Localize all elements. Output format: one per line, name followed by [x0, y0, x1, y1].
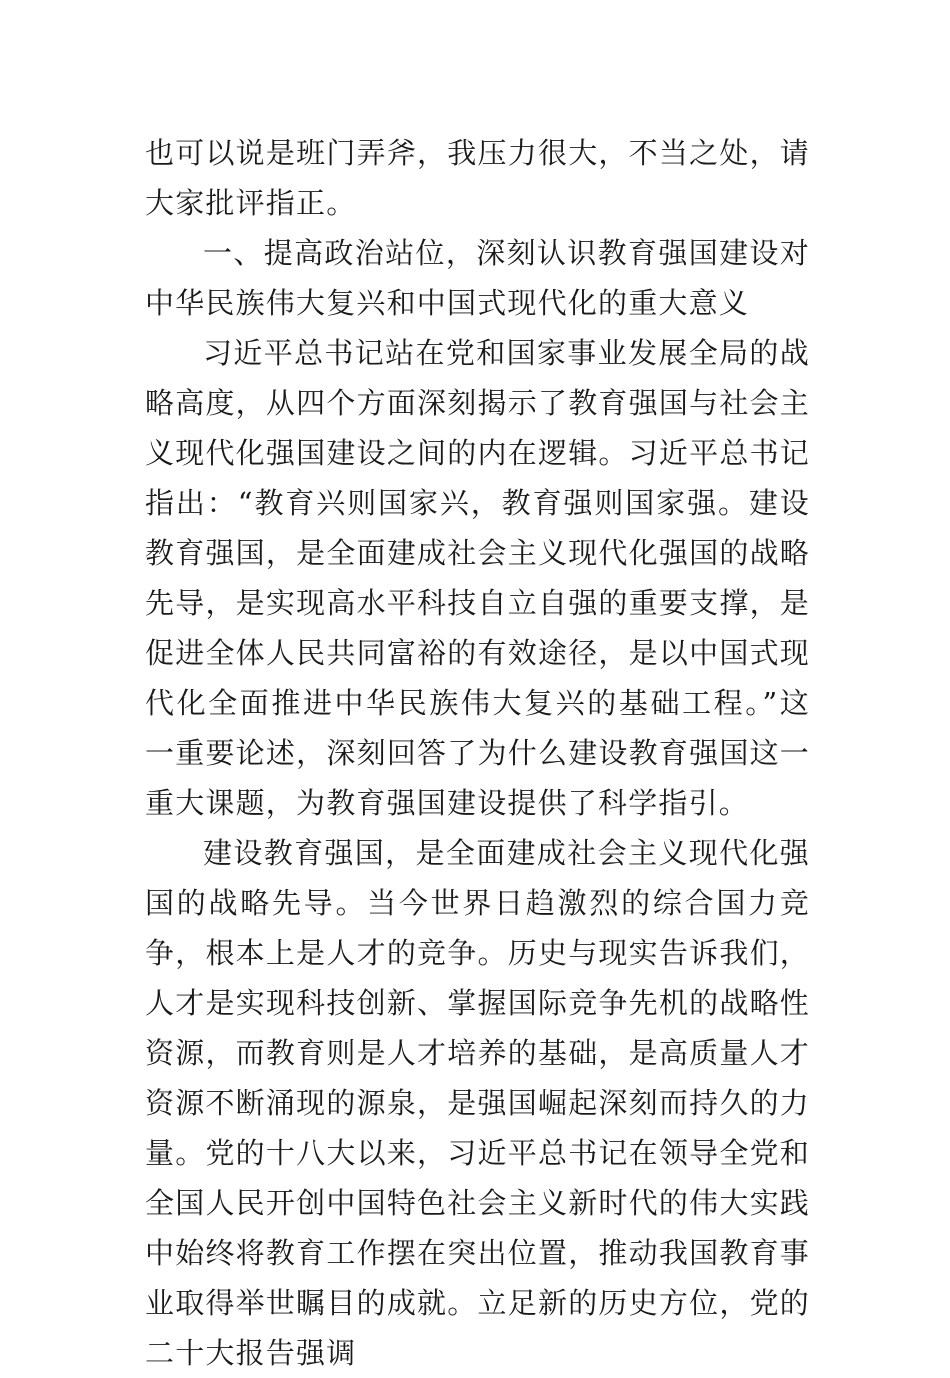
body-text — [145, 128, 810, 1378]
paragraph: 习近平总书记站在党和国家事业发展全局的战略高度，从四个方面深刻揭示了教育强国与社会主义现代化强国建设之间的内在逻辑。习近平总书记指出：“教育兴则国家兴，教育强则国家强。建设教育强国，是全面建成社会主义现代化强国的战略先导，是实现高水平科技自立自强的重要支撑，是促进全体人民共同富裕的有效途径，是以中国式现代化全面推进中华民族伟大复兴的基础工程。”这一重要论述，深刻回答了为什么建设教育强国这一重大课题，为教育强国建设提供了科学指引。 — [145, 336, 810, 820]
paragraph-continuation: 也可以说是班门弄斧，我压力很大，不当之处，请大家批评指正。 — [145, 136, 810, 220]
section-heading: 一、提高政治站位，深刻认识教育强国建设对中华民族伟大复兴和中国式现代化的重大意义 — [145, 236, 810, 320]
paragraph: 建设教育强国，是全面建成社会主义现代化强国的战略先导。当今世界日趋激烈的综合国力竞争，根本上是人才的竞争。历史与现实告诉我们，人才是实现科技创新、掌握国际竞争先机的战略性资源，而教育则是人才培养的基础，是高质量人才资源不断涌现的源泉，是强国崛起深刻而持久的力量。党的十八大以来，习近平总书记在领导全党和全国人民开创中国特色社会主义新时代的伟大实践中始终将教育工作摆在突出位置，推动我国教育事业取得举世瞩目的成就。立足新的历史方位，党的二十大报告强调 — [145, 836, 810, 1370]
